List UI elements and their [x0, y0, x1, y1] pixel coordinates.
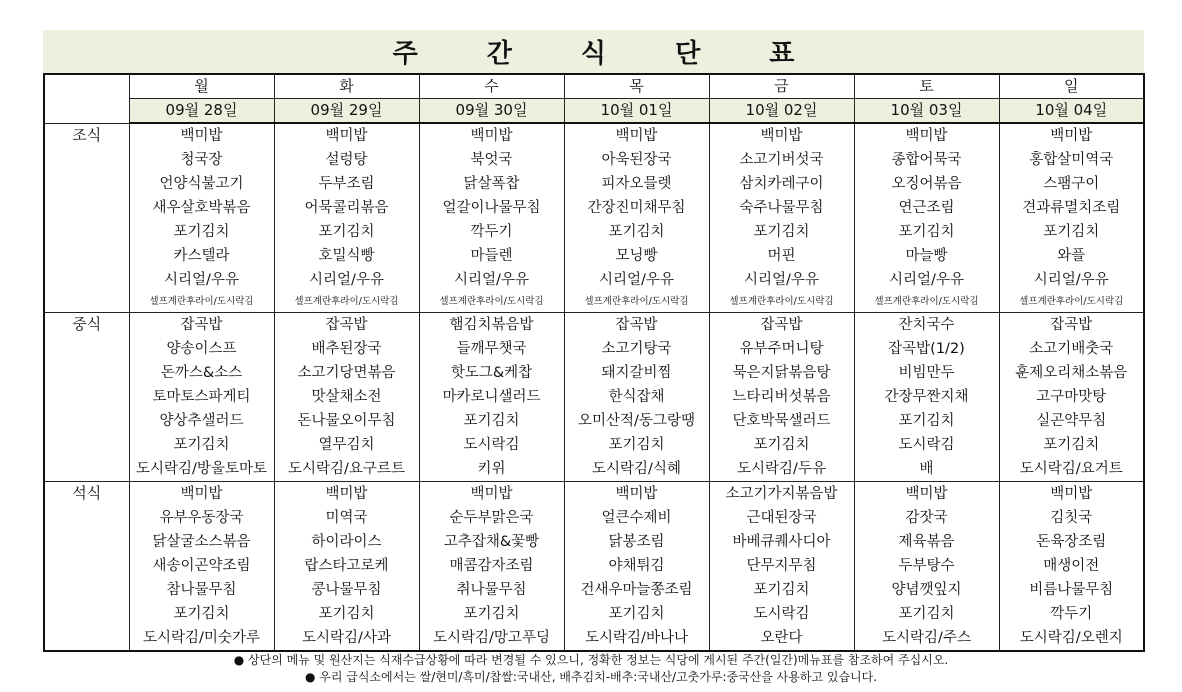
menu-item: 도시락김 — [463, 437, 520, 453]
menu-item: 백미밥 — [905, 486, 948, 502]
menu-item: 포기김치 — [1043, 437, 1100, 453]
menu-item: 피자오믈렛 — [601, 176, 672, 192]
menu-item: 묵은지닭볶음탕 — [732, 365, 831, 381]
menu-item: 감잣국 — [905, 510, 948, 526]
menu-cell — [419, 482, 564, 652]
menu-cell — [419, 123, 564, 313]
menu-item: 포기김치 — [173, 224, 230, 240]
menu-item: 마카로니샐러드 — [442, 389, 541, 405]
menu-item: 닭살폭찹 — [463, 176, 520, 192]
date-header: 09월 29일 — [274, 99, 419, 124]
menu-item: 새송이곤약조림 — [152, 558, 251, 574]
menu-item: 매콤감자조림 — [449, 558, 534, 574]
menu-item: 비름나물무침 — [1029, 582, 1114, 598]
menu-cell — [564, 482, 709, 652]
menu-cell — [709, 123, 854, 313]
menu-item: 포기김치 — [463, 606, 520, 622]
menu-item: 시리얼/우유 — [309, 272, 384, 288]
menu-item: 콩나물무침 — [311, 582, 382, 598]
menu-item: 시리얼/우유 — [164, 272, 239, 288]
menu-item: 소고기배춧국 — [1029, 341, 1114, 357]
menu-item: 시리얼/우유 — [744, 272, 819, 288]
page-title: 주 간 식 단 표 — [392, 39, 825, 69]
meal-label: 조식 — [44, 123, 129, 313]
footnote-line: ● 우리 급식소에서는 쌀/현미/흑미/찹쌀:국내산, 배추김치-배추:국내산/고춧가루:중국산을 사용하고 있습니다. — [304, 670, 878, 684]
menu-item: 도시락김/사과 — [302, 630, 391, 646]
menu-item: 도시락김/미숫가루 — [143, 630, 260, 646]
menu-item: 야채튀김 — [608, 558, 665, 574]
menu-item: 소고기버섯국 — [739, 152, 824, 168]
menu-cell — [709, 482, 854, 652]
menu-item: 건새우마늘쫑조림 — [580, 582, 693, 598]
menu-item: 잡곡밥 — [615, 317, 658, 333]
menu-item: 양송이스프 — [166, 341, 237, 357]
menu-item: 백미밥 — [180, 128, 223, 144]
menu-item: 도시락김/방울토마토 — [136, 461, 267, 477]
menu-item: 닭살굴소스볶음 — [152, 534, 251, 550]
menu-item: 간장무짠지채 — [884, 389, 969, 405]
menu-cell — [709, 313, 854, 482]
menu-item: 유부우동장국 — [159, 510, 244, 526]
menu-cell — [129, 313, 274, 482]
menu-item: 삼치카레구이 — [739, 176, 824, 192]
day-header: 목 — [564, 74, 709, 99]
menu-item: 백미밥 — [615, 486, 658, 502]
day-header: 화 — [274, 74, 419, 99]
menu-item: 오미산적/동그랑땡 — [578, 413, 695, 429]
date-header-row — [44, 99, 1144, 124]
menu-item: 열무김치 — [318, 437, 375, 453]
menu-item: 고구마맛탕 — [1036, 389, 1107, 405]
menu-item: 카스텔라 — [173, 248, 230, 264]
menu-item: 매생이전 — [1043, 558, 1100, 574]
menu-cell — [999, 123, 1144, 313]
menu-item: 와플 — [1057, 248, 1086, 264]
menu-item: 포기김치 — [753, 582, 810, 598]
menu-item: 유부주머니탕 — [739, 341, 824, 357]
menu-cell — [274, 313, 419, 482]
meal-label: 석식 — [44, 482, 129, 652]
menu-item: 백미밥 — [325, 128, 368, 144]
menu-item: 셀프계란후라이/도시락김 — [439, 296, 544, 307]
menu-item: 마들렌 — [470, 248, 513, 264]
day-header: 월 — [129, 74, 274, 99]
menu-item: 셀프계란후라이/도시락김 — [729, 296, 834, 307]
menu-item: 오징어볶음 — [891, 176, 962, 192]
menu-item: 도시락김/요구르트 — [288, 461, 405, 477]
menu-item: 도시락김 — [898, 437, 955, 453]
menu-item: 햄김치볶음밥 — [449, 317, 534, 333]
menu-cell — [564, 123, 709, 313]
menu-item: 포기김치 — [898, 606, 955, 622]
menu-item: 깍두기 — [1050, 606, 1093, 622]
menu-item: 랍스타고로케 — [304, 558, 389, 574]
menu-item: 미역국 — [325, 510, 368, 526]
menu-item: 잔치국수 — [898, 317, 955, 333]
menu-item: 어묵콜리볶음 — [304, 200, 389, 216]
menu-item: 셀프계란후라이/도시락김 — [149, 296, 254, 307]
menu-item: 느타리버섯볶음 — [732, 389, 831, 405]
menu-item: 마늘빵 — [905, 248, 948, 264]
menu-item: 도시락김/바나나 — [585, 630, 688, 646]
menu-item: 깍두기 — [470, 224, 513, 240]
menu-item: 포기김치 — [608, 437, 665, 453]
menu-item: 포기김치 — [173, 437, 230, 453]
footnote-line: ● 상단의 메뉴 및 원산지는 식재수급상황에 따라 변경될 수 있으니, 정확한 정보는 식당에 게시된 주간(일간)메뉴표를 참조하여 주십시오. — [233, 653, 949, 667]
menu-item: 시리얼/우유 — [1033, 272, 1109, 288]
menu-item: 단호박묵샐러드 — [732, 413, 831, 429]
day-header: 토 — [854, 74, 999, 99]
day-header: 금 — [709, 74, 854, 99]
menu-item: 스팸구이 — [1043, 176, 1100, 192]
menu-item: 아욱된장국 — [601, 152, 672, 168]
menu-item: 북엇국 — [470, 152, 513, 168]
menu-cell — [564, 313, 709, 482]
menu-item: 청국장 — [180, 152, 223, 168]
menu-cell — [854, 313, 999, 482]
meal-label: 중식 — [44, 313, 129, 482]
menu-item: 맛살채소전 — [311, 389, 382, 405]
menu-item: 돈육장조림 — [1036, 534, 1107, 550]
day-header: 수 — [419, 74, 564, 99]
date-header: 10월 01일 — [564, 99, 709, 124]
menu-item: 비빔만두 — [898, 365, 955, 381]
menu-item: 도시락김/요거트 — [1019, 461, 1123, 477]
menu-item: 종합어묵국 — [891, 152, 962, 168]
menu-item: 백미밥 — [905, 128, 948, 144]
menu-item: 포기김치 — [173, 606, 230, 622]
date-header: 10월 02일 — [709, 99, 854, 124]
menu-item: 단무지무침 — [746, 558, 817, 574]
menu-item: 취나물무침 — [456, 582, 527, 598]
menu-cell — [854, 482, 999, 652]
menu-item: 제육볶음 — [898, 534, 955, 550]
menu-item: 토마토스파게티 — [152, 389, 251, 405]
footnotes — [0, 652, 1182, 686]
menu-item: 포기김치 — [753, 224, 810, 240]
menu-item: 배추된장국 — [311, 341, 382, 357]
menu-item: 백미밥 — [1050, 486, 1093, 502]
menu-item: 두부조림 — [318, 176, 375, 192]
menu-item: 모닝빵 — [615, 248, 658, 264]
menu-item: 머핀 — [767, 248, 796, 264]
menu-item: 얼큰수제비 — [601, 510, 672, 526]
menu-item: 도시락김/오렌지 — [1019, 630, 1123, 646]
menu-item: 양상추샐러드 — [159, 413, 244, 429]
meal-row-breakfast — [44, 123, 1144, 313]
menu-cell — [999, 482, 1144, 652]
menu-item: 포기김치 — [463, 413, 520, 429]
menu-item: 도시락김 — [753, 606, 810, 622]
menu-item: 셀프계란후라이/도시락김 — [1019, 296, 1124, 307]
menu-item: 설렁탕 — [325, 152, 368, 168]
menu-cell — [129, 123, 274, 313]
menu-item: 셀프계란후라이/도시락김 — [874, 296, 979, 307]
menu-item: 들깨무챗국 — [456, 341, 527, 357]
menu-item: 잡곡밥 — [760, 317, 803, 333]
menu-cell — [419, 313, 564, 482]
menu-item: 연근조림 — [898, 200, 955, 216]
menu-item: 근대된장국 — [746, 510, 817, 526]
menu-item: 도시락김/식혜 — [592, 461, 681, 477]
menu-item: 얼갈이나물무침 — [442, 200, 541, 216]
menu-item: 시리얼/우유 — [454, 272, 529, 288]
menu-item: 백미밥 — [1050, 128, 1093, 144]
menu-item: 배 — [919, 461, 934, 477]
menu-cell — [274, 482, 419, 652]
menu-item: 순두부맑은국 — [449, 510, 534, 526]
day-header-row — [44, 74, 1144, 99]
menu-item: 포기김치 — [898, 413, 955, 429]
meal-row-dinner — [44, 482, 1144, 652]
menu-item: 실곤약무침 — [1036, 413, 1107, 429]
corner-cell — [44, 74, 129, 123]
menu-item: 도시락김/망고푸딩 — [433, 630, 550, 646]
menu-item: 도시락김/두유 — [737, 461, 826, 477]
weekly-menu-table — [43, 73, 1145, 652]
menu-item: 포기김치 — [318, 224, 375, 240]
menu-item: 홍합살미역국 — [1029, 152, 1114, 168]
date-header: 10월 04일 — [999, 99, 1144, 124]
menu-item: 포기김치 — [608, 224, 665, 240]
menu-item: 백미밥 — [470, 128, 513, 144]
menu-item: 김칫국 — [1050, 510, 1093, 526]
menu-item: 소고기탕국 — [601, 341, 672, 357]
menu-item: 양념깻잎지 — [891, 582, 962, 598]
menu-item: 간장진미채무침 — [587, 200, 686, 216]
menu-title-bar — [43, 30, 1144, 73]
menu-cell — [999, 313, 1144, 482]
menu-item: 돼지갈비찜 — [601, 365, 672, 381]
menu-item: 핫도그&케찹 — [450, 365, 533, 381]
menu-cell — [854, 123, 999, 313]
menu-item: 참나물무침 — [166, 582, 237, 598]
menu-item: 백미밥 — [470, 486, 513, 502]
menu-item: 하이라이스 — [311, 534, 382, 550]
menu-item: 포기김치 — [898, 224, 955, 240]
menu-item: 포기김치 — [318, 606, 375, 622]
menu-item: 닭봉조림 — [608, 534, 665, 550]
menu-item: 언양식불고기 — [159, 176, 244, 192]
menu-cell — [129, 482, 274, 652]
menu-item: 키위 — [477, 461, 506, 477]
menu-item: 잡곡밥 — [180, 317, 223, 333]
menu-item: 훈제오리채소볶음 — [1015, 365, 1128, 381]
menu-item: 숙주나물무침 — [739, 200, 824, 216]
menu-item: 셀프계란후라이/도시락김 — [294, 296, 399, 307]
menu-item: 바베큐퀘사디아 — [732, 534, 831, 550]
menu-item: 소고기당면볶음 — [297, 365, 396, 381]
meal-row-lunch — [44, 313, 1144, 482]
menu-item: 두부탕수 — [898, 558, 955, 574]
date-header: 09월 30일 — [419, 99, 564, 124]
menu-item: 포기김치 — [1043, 224, 1100, 240]
menu-item: 도시락김/주스 — [882, 630, 971, 646]
menu-item: 돈까스&소스 — [160, 365, 243, 381]
menu-item: 셀프계란후라이/도시락김 — [584, 296, 689, 307]
menu-item: 백미밥 — [180, 486, 223, 502]
menu-item: 소고기가지볶음밥 — [725, 486, 838, 502]
menu-item: 포기김치 — [608, 606, 665, 622]
menu-cell — [274, 123, 419, 313]
menu-item: 백미밥 — [760, 128, 803, 144]
menu-item: 고추잡채&꽃빵 — [443, 534, 540, 550]
menu-item: 새우살호박볶음 — [152, 200, 251, 216]
menu-item: 잡곡밥(1/2) — [888, 341, 965, 357]
day-header: 일 — [999, 74, 1144, 99]
menu-item: 백미밥 — [615, 128, 658, 144]
date-header: 10월 03일 — [854, 99, 999, 124]
menu-item: 잡곡밥 — [1050, 317, 1093, 333]
menu-item: 돈나물오이무침 — [297, 413, 396, 429]
menu-item: 시리얼/우유 — [889, 272, 964, 288]
menu-item: 오란다 — [760, 630, 803, 646]
date-header: 09월 28일 — [129, 99, 274, 124]
menu-item: 호밀식빵 — [318, 248, 375, 264]
menu-item: 시리얼/우유 — [599, 272, 674, 288]
menu-item: 견과류멸치조림 — [1022, 200, 1121, 216]
menu-item: 한식잡채 — [608, 389, 665, 405]
menu-item: 포기김치 — [753, 437, 810, 453]
menu-item: 잡곡밥 — [325, 317, 368, 333]
menu-item: 백미밥 — [325, 486, 368, 502]
